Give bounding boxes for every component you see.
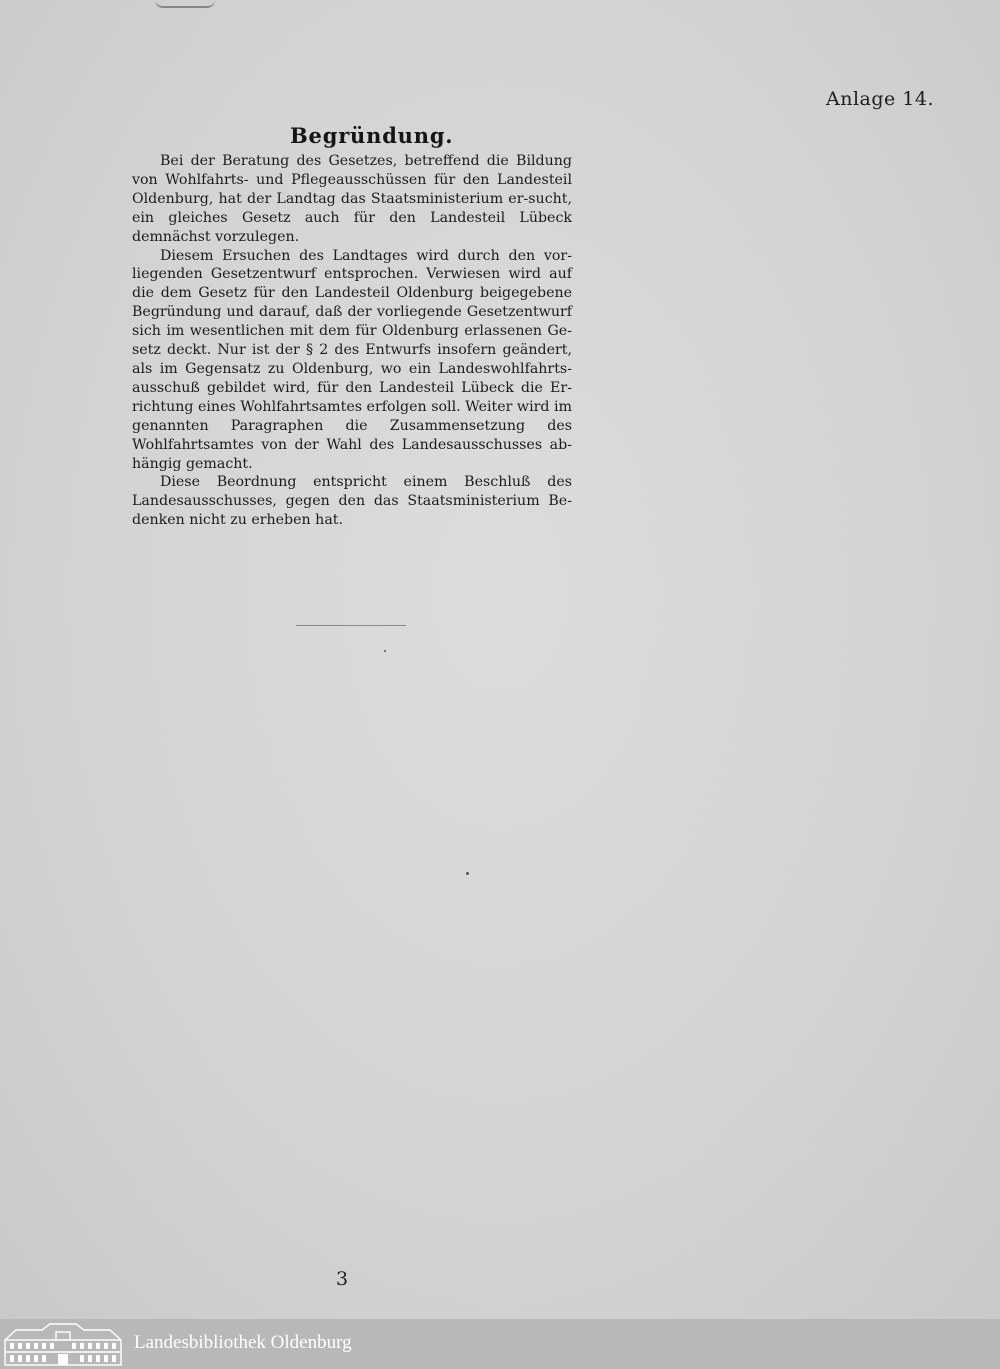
paragraph: Bei der Beratung des Gesetzes, betreffend die Bildung von Wohlfahrts- und Pflegeausschüssen für den Landesteil Oldenburg, hat der Landtag das Staatsministerium er-sucht, ein gleiches Gesetz auch für den Landesteil Lübeck demnächst vorzulegen.: [132, 153, 572, 245]
scan-speck: [384, 650, 386, 652]
paragraph: Diesem Ersuchen des Landtages wird durch den vor-liegenden Gesetzentwurf entsprochen. Verwiesen wird auf die dem Gesetz für den Landesteil Oldenburg beigegebene Begründung und darauf, daß der vorliegende Gesetzentwurf sich im wesentlichen mit dem für Oldenburg erlassenen Ge-setz deckt. Nur ist der § 2 des Entwurfs insofern geändert, als im Gegensatz zu Oldenburg, wo ein Landeswohlfahrts-ausschuß gebildet wird, für den Landesteil Lübeck die Er-richtung eines Wohlfahrtsamtes erfolgen soll. Weiter wird im genannten Paragraphen die Zusammensetzung des Wohlfahrtsamtes von der Wahl des Landesausschusses ab-hängig gemacht.: [132, 247, 572, 472]
library-footer: [0, 1319, 1000, 1369]
library-name: Landesbibliothek Oldenburg: [134, 1332, 352, 1353]
document-title: Begründung.: [290, 123, 454, 148]
annex-label: Anlage 14.: [826, 88, 935, 110]
page-number: 3: [336, 1268, 349, 1290]
paragraph: Diese Beordnung entspricht einem Beschluß des Landesausschusses, gegen den das Staatsministerium Be-denken nicht zu erheben hat.: [132, 474, 572, 529]
section-divider: [296, 625, 406, 626]
binding-shadow: [155, 0, 215, 8]
library-building-icon: [2, 1322, 124, 1367]
body-text: [132, 152, 572, 530]
scan-speck: [466, 872, 469, 875]
